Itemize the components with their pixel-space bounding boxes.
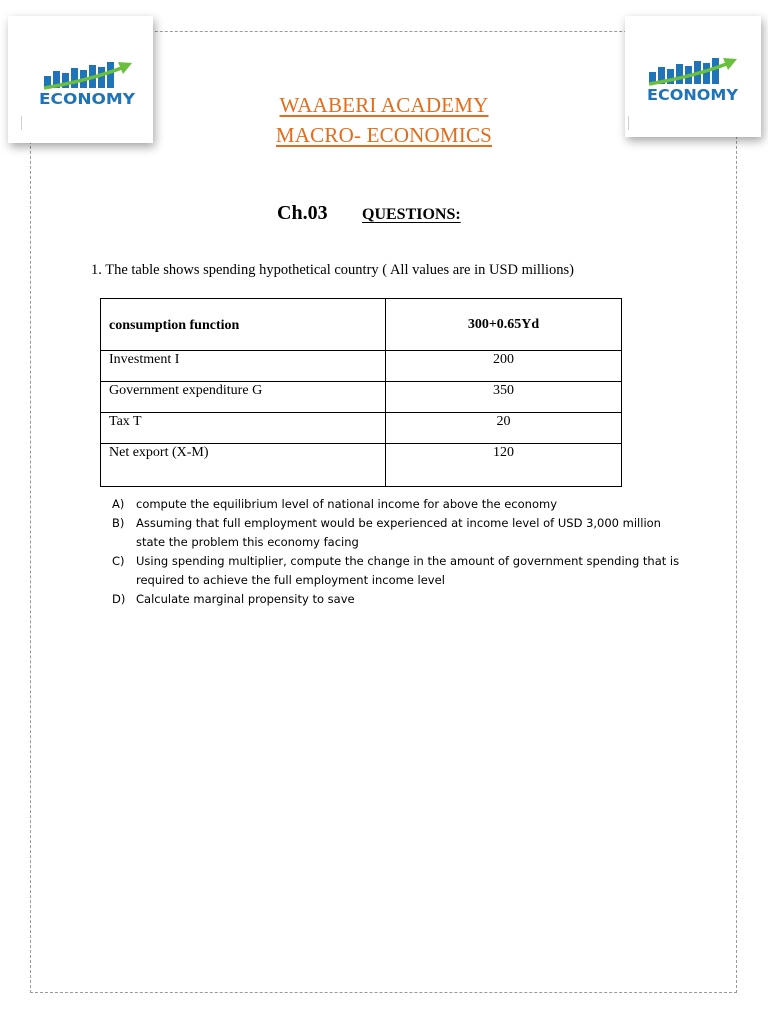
table-cell-label: Government expenditure G bbox=[101, 382, 386, 413]
table-cell-label: Tax T bbox=[101, 413, 386, 444]
questions-heading: QUESTIONS: bbox=[362, 206, 461, 223]
school-name: WAABERI ACADEMY bbox=[279, 93, 489, 117]
chapter-number: Ch.03 bbox=[277, 202, 328, 224]
table-cell-label: Investment I bbox=[101, 351, 386, 382]
table-cell-value: 120 bbox=[386, 444, 622, 487]
table-row bbox=[101, 444, 622, 487]
table-cell-value: 350 bbox=[386, 382, 622, 413]
list-item-text: Assuming that full employment would be experienced at income level of USD 3,000 million state the problem this economy facing bbox=[136, 516, 661, 549]
svg-text:ECONOMY: ECONOMY bbox=[647, 86, 740, 104]
list-marker: D) bbox=[112, 592, 126, 606]
table-row bbox=[101, 351, 622, 382]
table-cell-label: consumption function bbox=[101, 299, 386, 351]
table-cell-label: Net export (X-M) bbox=[101, 444, 386, 487]
list-item bbox=[112, 590, 687, 609]
table-cell-value: 200 bbox=[386, 351, 622, 382]
list-item-text: compute the equilibrium level of national income for above the economy bbox=[136, 497, 557, 511]
list-item bbox=[112, 514, 687, 552]
list-marker: B) bbox=[112, 516, 125, 530]
table-row bbox=[101, 382, 622, 413]
list-marker: C) bbox=[112, 554, 125, 568]
economy-logo-right bbox=[625, 16, 761, 137]
subject-title: MACRO- ECONOMICS bbox=[275, 123, 493, 147]
list-item-text: Using spending multiplier, compute the change in the amount of government spending that is required to achieve the full employment income level bbox=[136, 554, 680, 587]
table-row bbox=[101, 413, 622, 444]
svg-text:ECONOMY: ECONOMY bbox=[39, 90, 137, 108]
table-cell-value: 20 bbox=[386, 413, 622, 444]
table-row bbox=[101, 299, 622, 351]
list-item bbox=[112, 495, 687, 514]
list-item-text: Calculate marginal propensity to save bbox=[136, 592, 355, 606]
spending-table bbox=[100, 298, 622, 487]
list-item bbox=[112, 552, 687, 590]
table-cell-value: 300+0.65Yd bbox=[386, 299, 622, 351]
economy-logo-icon bbox=[625, 16, 761, 137]
list-marker: A) bbox=[112, 497, 125, 511]
sub-question-list bbox=[112, 495, 687, 609]
question-1-text: 1. The table shows spending hypothetical country ( All values are in USD millions) bbox=[91, 262, 574, 278]
